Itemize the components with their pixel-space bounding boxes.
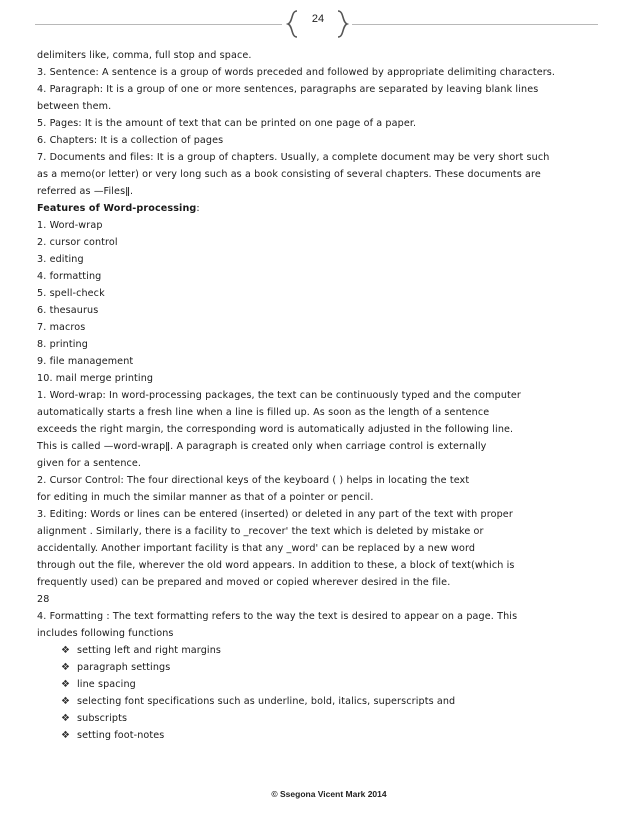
text-line: given for a sentence. [37, 458, 142, 469]
list-item: 4. formatting [37, 271, 102, 282]
bullet-text: subscripts [77, 713, 128, 724]
list-item: 8. printing [37, 339, 88, 350]
header-rule-left [35, 24, 282, 25]
text-line: delimiters like, comma, full stop and space. [37, 50, 252, 61]
document-body [37, 47, 607, 744]
source-page-number: 28 [37, 594, 50, 605]
bullet-item [37, 659, 607, 676]
list-item: 2. cursor control [37, 237, 118, 248]
text-line: between them. [37, 101, 112, 112]
header-rule-right [352, 24, 598, 25]
bullet-text: paragraph settings [77, 662, 171, 673]
list-item: 7. macros [37, 322, 86, 333]
bullet-text: setting foot-notes [77, 730, 165, 741]
text-line: through out the file, wherever the old word appears. In addition to these, a block of text(which is [37, 560, 515, 571]
diamond-bullet-icon: ❖ [61, 679, 71, 690]
page-footer [0, 789, 638, 799]
list-item: 9. file management [37, 356, 134, 367]
text-line: accidentally. Another important facility is that any _word' can be replaced by a new word [37, 543, 476, 554]
copyright-text: © Ssegona Vicent Mark 2014 [271, 789, 387, 799]
text-line: 5. Pages: It is the amount of text that can be printed on one page of a paper. [37, 118, 417, 129]
text-line: 3. Editing: Words or lines can be entered (inserted) or deleted in any part of the text with proper [37, 509, 513, 520]
diamond-bullet-icon: ❖ [61, 645, 71, 656]
diamond-bullet-icon: ❖ [61, 713, 71, 724]
section-heading: Features of Word-processing [37, 203, 197, 214]
section-heading-line [37, 200, 607, 217]
text-line: referred as —Filesǁ. [37, 186, 134, 197]
bullet-item [37, 676, 607, 693]
text-line: includes following functions [37, 628, 174, 639]
text-line: 4. Formatting : The text formatting refers to the way the text is desired to appear on a page. This [37, 611, 518, 622]
text-line: as a memo(or letter) or very long such as a book consisting of several chapters. These documents are [37, 169, 541, 180]
bullet-text: setting left and right margins [77, 645, 222, 656]
text-line: for editing in much the similar manner as that of a pointer or pencil. [37, 492, 374, 503]
bullet-text: selecting font specifications such as underline, bold, italics, superscripts and [77, 696, 456, 707]
list-item: 10. mail merge printing [37, 373, 154, 384]
diamond-bullet-icon: ❖ [61, 730, 71, 741]
heading-colon: : [196, 203, 200, 214]
bullet-text: line spacing [77, 679, 136, 690]
list-item: 3. editing [37, 254, 84, 265]
text-line: 6. Chapters: It is a collection of pages [37, 135, 224, 146]
page-number: 24 [311, 13, 325, 25]
text-line: This is called —word-wrapǁ. A paragraph is created only when carriage control is externally [37, 441, 487, 452]
text-line: automatically starts a fresh line when a line is filled up. As soon as the length of a sentence [37, 407, 490, 418]
bullet-item [37, 642, 607, 659]
bullet-item [37, 727, 607, 744]
text-line: 3. Sentence: A sentence is a group of words preceded and followed by appropriate delimiting characters. [37, 67, 556, 78]
text-line: 7. Documents and files: It is a group of chapters. Usually, a complete document may be very short such [37, 152, 550, 163]
text-line: frequently used) can be prepared and moved or copied wherever desired in the file. [37, 577, 451, 588]
list-item: 1. Word-wrap [37, 220, 103, 231]
bullet-item [37, 710, 607, 727]
bullet-item [37, 693, 607, 710]
page-number-bracket-right [334, 10, 350, 38]
text-line: alignment . Similarly, there is a facility to _recover' the text which is deleted by mistake or [37, 526, 484, 537]
text-line: exceeds the right margin, the corresponding word is automatically adjusted in the following line. [37, 424, 514, 435]
diamond-bullet-icon: ❖ [61, 662, 71, 673]
list-item: 6. thesaurus [37, 305, 99, 316]
page-number-bracket-left [285, 10, 301, 38]
diamond-bullet-icon: ❖ [61, 696, 71, 707]
text-line: 1. Word-wrap: In word-processing packages, the text can be continuously typed and the computer [37, 390, 521, 401]
list-item: 5. spell-check [37, 288, 105, 299]
text-line: 2. Cursor Control: The four directional keys of the keyboard ( ) helps in locating the text [37, 475, 470, 486]
text-line: 4. Paragraph: It is a group of one or more sentences, paragraphs are separated by leaving blank lines [37, 84, 539, 95]
